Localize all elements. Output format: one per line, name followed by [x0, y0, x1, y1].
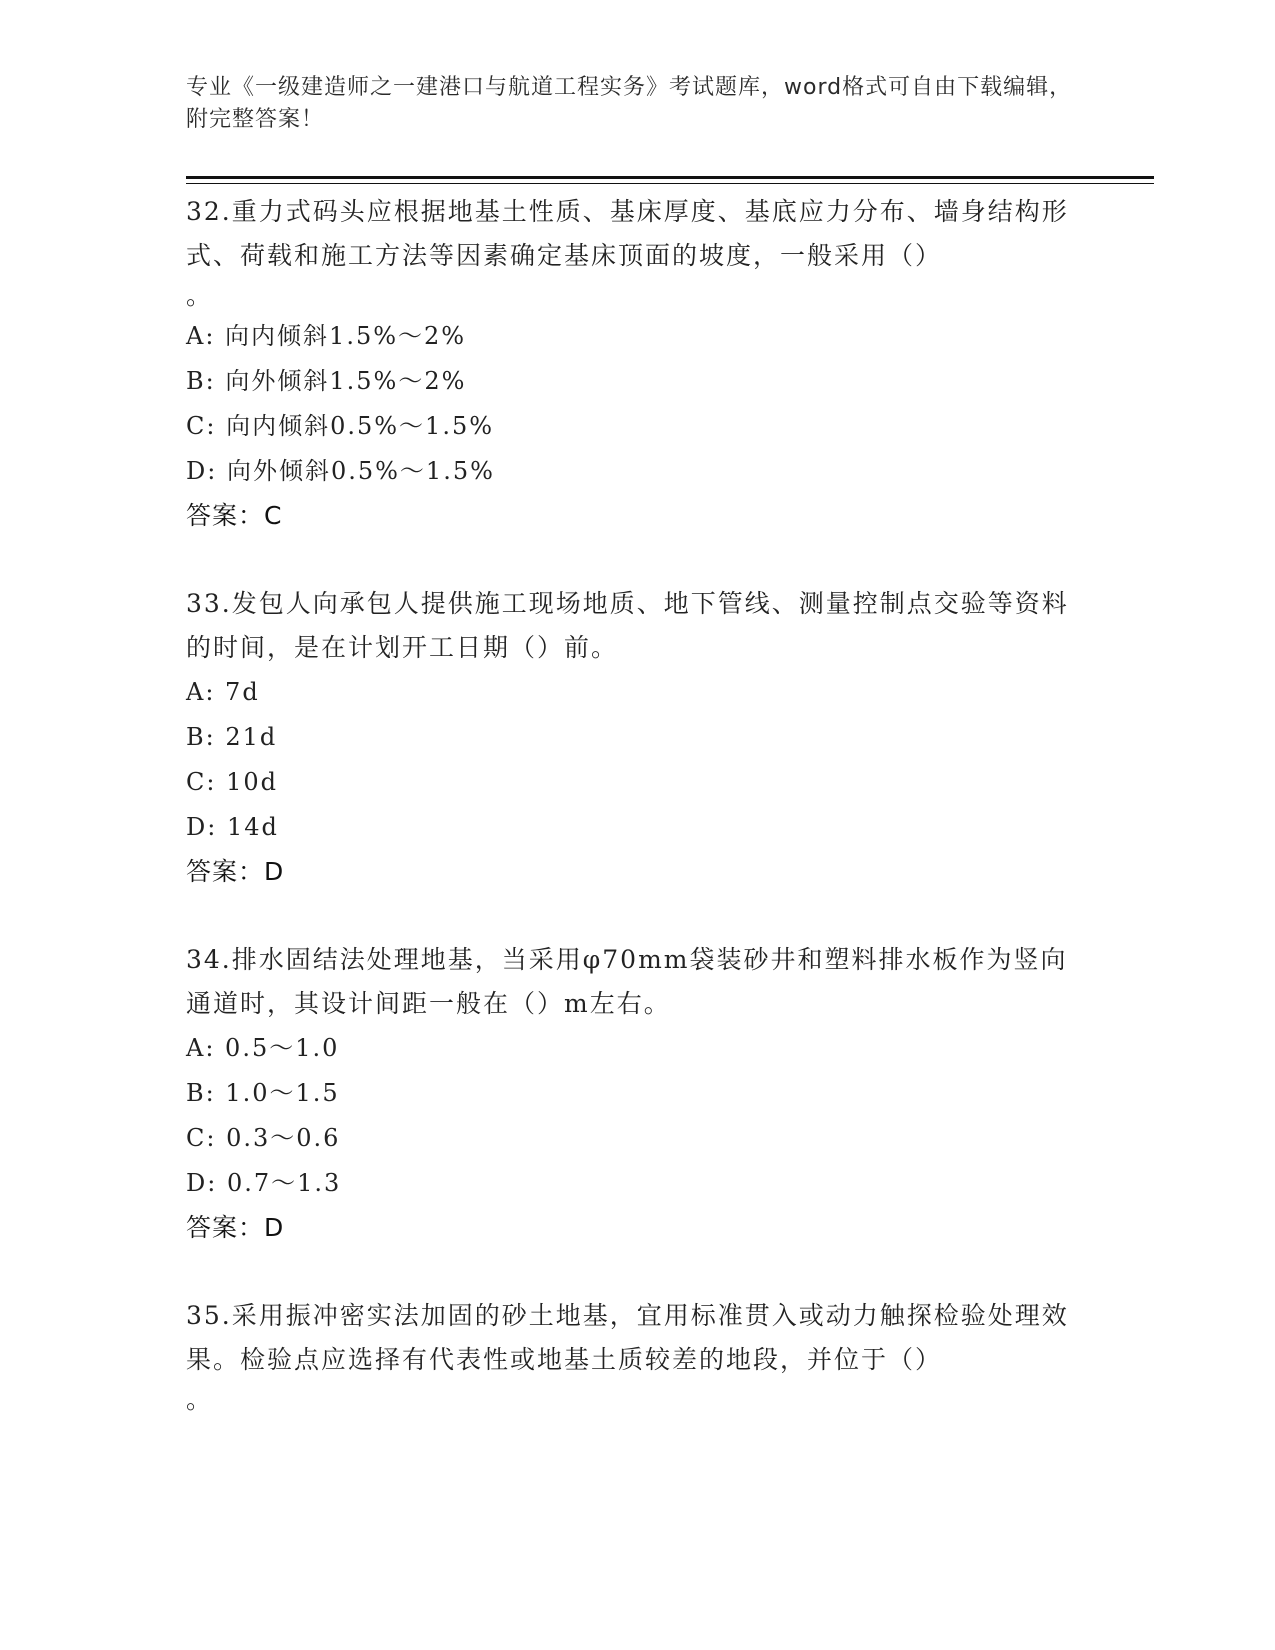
header-rule-thick	[186, 176, 1154, 179]
option-a: A: 7d	[186, 678, 260, 706]
option-c: C: 10d	[186, 768, 278, 796]
answer: 答案：C	[186, 501, 283, 530]
answer: 答案：D	[186, 1213, 285, 1242]
question-33	[186, 582, 1086, 894]
question-stem: 32.重力式码头应根据地基土性质、基床厚度、基底应力分布、墙身结构形式、荷载和施工方法等因素确定基床顶面的坡度，一般采用（）	[186, 197, 1069, 270]
question-stem-trailing: 。	[186, 281, 212, 310]
option-a: A: 0.5～1.0	[186, 1034, 340, 1062]
question-35	[186, 1294, 1086, 1418]
header-rule-thin	[186, 183, 1154, 184]
question-stem: 33.发包人向承包人提供施工现场地质、地下管线、测量控制点交验等资料的时间，是在计划开工日期（）前。	[186, 589, 1069, 662]
option-b: B: 21d	[186, 723, 278, 751]
question-34	[186, 938, 1086, 1250]
option-c: C: 0.3～0.6	[186, 1124, 341, 1152]
answer: 答案：D	[186, 857, 285, 886]
option-d: D: 向外倾斜0.5%～1.5%	[186, 457, 495, 485]
option-b: B: 1.0～1.5	[186, 1079, 340, 1107]
question-stem: 35.采用振冲密实法加固的砂土地基，宜用标准贯入或动力触探检验处理效果。检验点应选择有代表性或地基土质较差的地段，并位于（）	[186, 1301, 1069, 1374]
question-list	[186, 190, 1086, 1418]
spacer	[186, 1250, 1086, 1294]
option-c: C: 向内倾斜0.5%～1.5%	[186, 412, 495, 440]
option-b: B: 向外倾斜1.5%～2%	[186, 367, 467, 395]
option-d: D: 0.7～1.3	[186, 1169, 342, 1197]
question-32	[186, 190, 1086, 538]
spacer	[186, 894, 1086, 938]
spacer	[186, 538, 1086, 582]
question-stem-trailing: 。	[186, 1385, 212, 1414]
option-d: D: 14d	[186, 813, 279, 841]
document-header: 专业《一级建造师之一建港口与航道工程实务》考试题库，word格式可自由下载编辑，附完整答案！	[186, 75, 1073, 132]
question-stem: 34.排水固结法处理地基，当采用φ70mm袋装砂井和塑料排水板作为竖向通道时，其设计间距一般在（）m左右。	[186, 945, 1068, 1018]
option-a: A: 向内倾斜1.5%～2%	[186, 322, 467, 350]
